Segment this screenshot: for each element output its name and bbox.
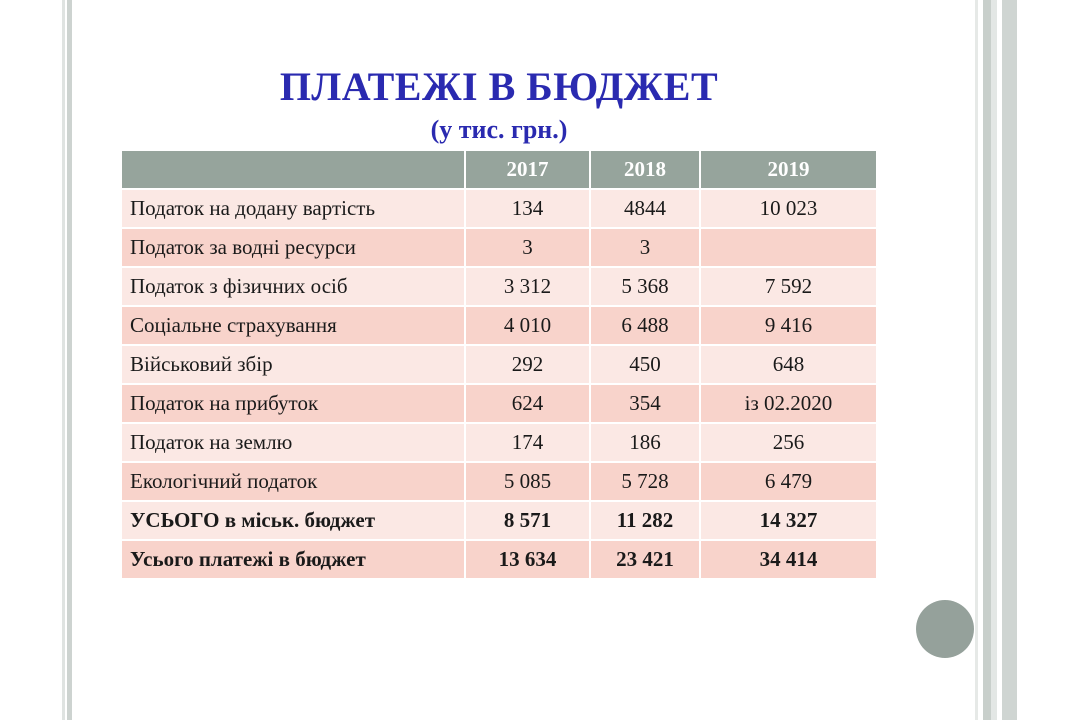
cell-2019: 256 <box>700 423 876 462</box>
table-row <box>122 267 876 306</box>
table-row <box>122 423 876 462</box>
decorative-circle <box>916 600 974 658</box>
cell-2018: 186 <box>590 423 700 462</box>
cell-2018: 354 <box>590 384 700 423</box>
cell-2018: 5 728 <box>590 462 700 501</box>
cell-2017: 3 <box>465 228 590 267</box>
cell-2017: 3 312 <box>465 267 590 306</box>
cell-2017: 292 <box>465 345 590 384</box>
cell-2019: 14 327 <box>700 501 876 540</box>
row-name: Соціальне страхування <box>122 306 465 345</box>
cell-2017: 174 <box>465 423 590 462</box>
cell-2019: 10 023 <box>700 189 876 228</box>
left-border-decoration <box>62 0 72 720</box>
row-name: Усього платежі в бюджет <box>122 540 465 578</box>
header-cell-name <box>122 151 465 189</box>
cell-2019: 648 <box>700 345 876 384</box>
cell-2019: 9 416 <box>700 306 876 345</box>
cell-2019: 6 479 <box>700 462 876 501</box>
table-row <box>122 306 876 345</box>
header-cell-2018: 2018 <box>590 151 700 189</box>
table-row-total-city <box>122 501 876 540</box>
cell-2018: 4844 <box>590 189 700 228</box>
row-name: УСЬОГО в міськ. бюджет <box>122 501 465 540</box>
slide-subtitle: (у тис. грн.) <box>430 115 568 144</box>
cell-2017: 134 <box>465 189 590 228</box>
row-name: Податок за водні ресурси <box>122 228 465 267</box>
budget-table <box>122 151 876 578</box>
row-name: Екологічний податок <box>122 462 465 501</box>
row-name: Податок на прибуток <box>122 384 465 423</box>
cell-2018: 6 488 <box>590 306 700 345</box>
row-name: Військовий збір <box>122 345 465 384</box>
cell-2018: 23 421 <box>590 540 700 578</box>
cell-2017: 8 571 <box>465 501 590 540</box>
cell-2019: із 02.2020 <box>700 384 876 423</box>
table-row <box>122 384 876 423</box>
header-cell-2017: 2017 <box>465 151 590 189</box>
table-row <box>122 228 876 267</box>
row-name: Податок з фізичних осіб <box>122 267 465 306</box>
table-row-total-all <box>122 540 876 578</box>
right-border-decoration <box>975 0 1025 720</box>
table-header-row <box>122 151 876 189</box>
cell-2017: 13 634 <box>465 540 590 578</box>
slide-title: ПЛАТЕЖІ В БЮДЖЕТ <box>279 64 719 109</box>
table-row <box>122 189 876 228</box>
cell-2019: 7 592 <box>700 267 876 306</box>
cell-2018: 11 282 <box>590 501 700 540</box>
header-cell-2019: 2019 <box>700 151 876 189</box>
row-name: Податок на землю <box>122 423 465 462</box>
table-row <box>122 462 876 501</box>
cell-2017: 4 010 <box>465 306 590 345</box>
cell-2019 <box>700 228 876 267</box>
row-name: Податок на додану вартість <box>122 189 465 228</box>
cell-2018: 450 <box>590 345 700 384</box>
cell-2017: 5 085 <box>465 462 590 501</box>
table-row <box>122 345 876 384</box>
cell-2017: 624 <box>465 384 590 423</box>
cell-2019: 34 414 <box>700 540 876 578</box>
cell-2018: 3 <box>590 228 700 267</box>
cell-2018: 5 368 <box>590 267 700 306</box>
